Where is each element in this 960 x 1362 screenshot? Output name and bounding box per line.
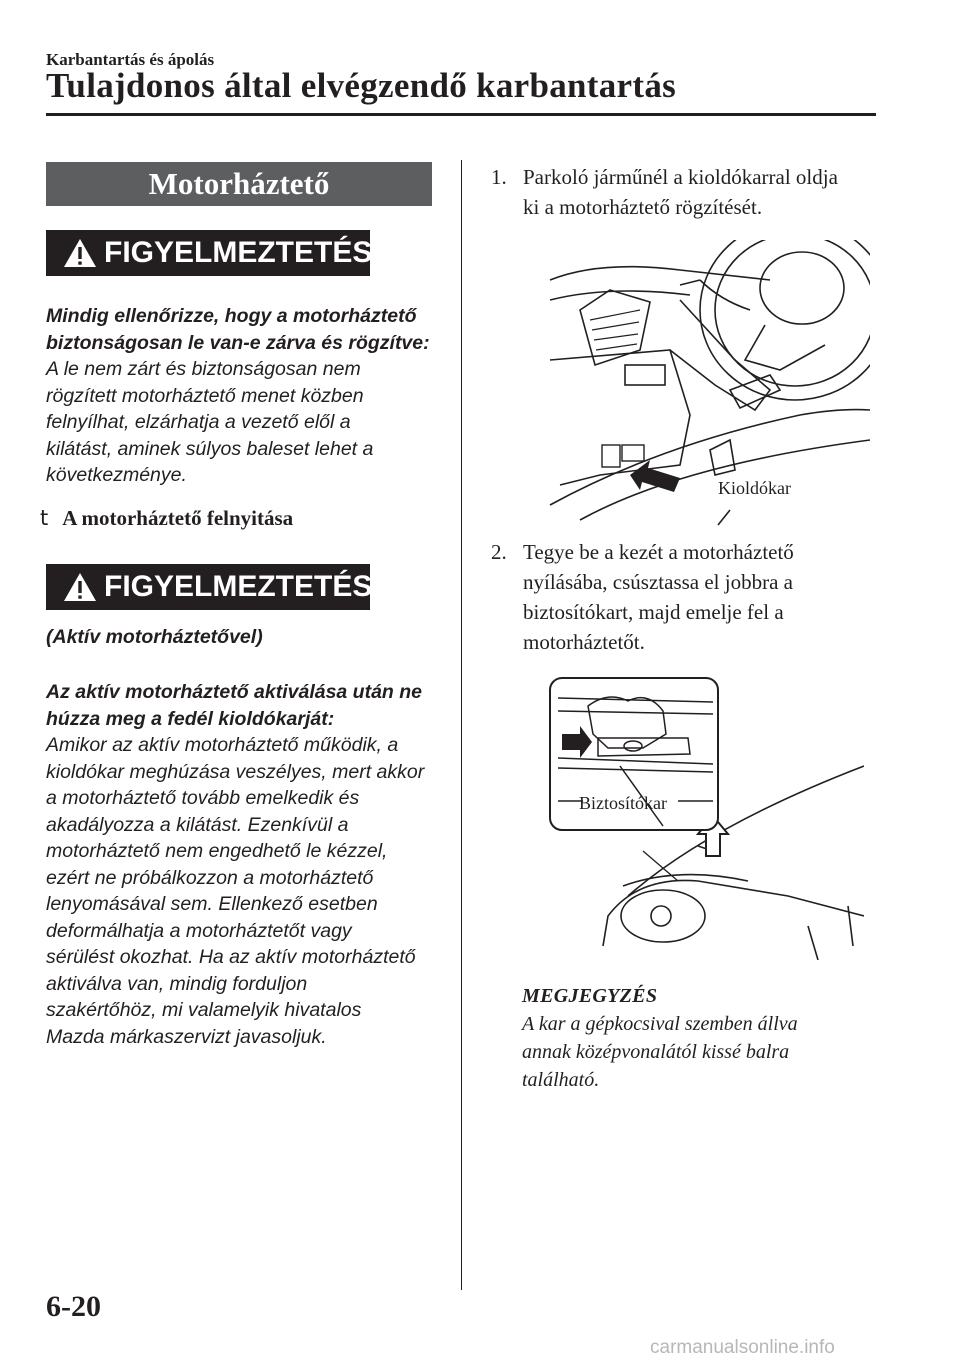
warning-2-heading-line: húzza meg a fedél kioldókarját:	[46, 707, 335, 730]
step-text-line: ki a motorháztető rögzítését.	[523, 195, 763, 219]
warning-2-body-line: Mazda márkaszervizt javasoljuk.	[46, 1025, 327, 1048]
page-title: Tulajdonos által elvégzendő karbantartás	[46, 66, 677, 105]
step-text-line: Parkoló járműnél a kioldókarral oldja	[523, 165, 838, 189]
note-heading: MEGJEGYZÉS	[522, 985, 658, 1007]
warning-2-heading-line: Az aktív motorháztető aktiválása után ne	[46, 681, 423, 703]
step-number: 1.	[491, 165, 507, 189]
safety-catch-illustration	[548, 676, 864, 960]
warning-2-body-line: kioldókar meghúzása veszélyes, mert akkor	[46, 760, 425, 783]
warning-1-heading-line: Mindig ellenőrizze, hogy a motorháztető	[46, 305, 417, 327]
warning-1-body-line: kilátást, aminek súlyos baleset lehet a	[46, 437, 374, 460]
subsection-title: A motorháztető felnyitása	[62, 506, 294, 530]
release-lever-illustration	[540, 240, 870, 530]
warning-label: FIGYELMEZTETÉS	[104, 236, 373, 269]
warning-1-body-line: felnyílhat, elzárhatja a vezető elől a	[46, 411, 351, 433]
warning-2-body-line: ezért ne próbálkozzon a motorháztető	[46, 866, 374, 889]
subsection-heading	[40, 506, 293, 531]
warning-2-body-line: szakértőhöz, mi valamelyik hivatalos	[46, 999, 362, 1021]
figure-1-caption: Kioldókar	[718, 478, 791, 498]
warning-2-body-line: akadályozza a kilátást. Ezenkívül a	[46, 813, 349, 836]
warning-triangle-icon	[62, 237, 98, 269]
warning-1-body-line: A le nem zárt és biztonságosan nem	[46, 358, 361, 380]
note-line: A kar a gépkocsival szemben állva	[522, 1013, 798, 1035]
warning-label: FIGYELMEZTETÉS	[104, 570, 373, 603]
warning-2-body-line: aktiválva van, mindig forduljon	[46, 972, 308, 995]
warning-banner-1	[46, 230, 373, 276]
step-text-line: nyílásába, csúsztassa el jobbra a	[523, 570, 793, 594]
warning-2-body-line: lenyomásával sem. Ellenkező esetben	[46, 893, 378, 915]
warning-1-body-line: rögzített motorháztető menet közben	[46, 384, 364, 407]
step-text-line: Tegye be a kezét a motorháztető	[523, 540, 794, 564]
step-number: 2.	[491, 540, 507, 564]
warning-1-text	[46, 303, 441, 489]
warning-2-note: (Aktív motorháztetővel)	[46, 626, 263, 648]
note-line: annak középvonalától kissé balra	[522, 1041, 790, 1063]
figure-2-caption: Biztosítókar	[579, 793, 667, 813]
step-2	[491, 537, 871, 657]
page-number: 6-20	[46, 1290, 101, 1323]
subsection-bullet: t	[40, 506, 49, 530]
warning-triangle-icon	[62, 571, 98, 603]
footer-watermark: carmanualsonline.info	[650, 1337, 835, 1358]
warning-banner-2	[46, 564, 373, 610]
step-text-line: motorháztetőt.	[523, 630, 645, 654]
warning-2-text	[46, 679, 441, 1050]
warning-2-body-line: sérülést okozhat. Ha az aktív motorháztető	[46, 946, 416, 968]
warning-2-body-line: Amikor az aktív motorháztető működik, a	[46, 734, 399, 756]
warning-2-body-line: deformálhatja a motorháztetőt vagy	[46, 919, 352, 942]
warning-1-body-line: következménye.	[46, 464, 187, 486]
step-1	[491, 162, 871, 222]
section-title: Motorháztető	[46, 162, 432, 206]
header-rule	[46, 113, 876, 116]
warning-1-heading-line: biztonságosan le van-e zárva és rögzítve:	[46, 331, 430, 354]
note-line: található.	[522, 1069, 600, 1091]
warning-2-body-line: a motorháztető tovább emelkedik és	[46, 787, 360, 809]
warning-2-body-line: motorháztető nem engedhető le kézzel,	[46, 840, 388, 862]
note-block	[522, 982, 882, 1094]
step-text-line: biztosítókart, majd emelje fel a	[523, 600, 784, 624]
column-divider	[461, 160, 462, 1290]
chapter-kicker: Karbantartás és ápolás	[46, 50, 215, 69]
